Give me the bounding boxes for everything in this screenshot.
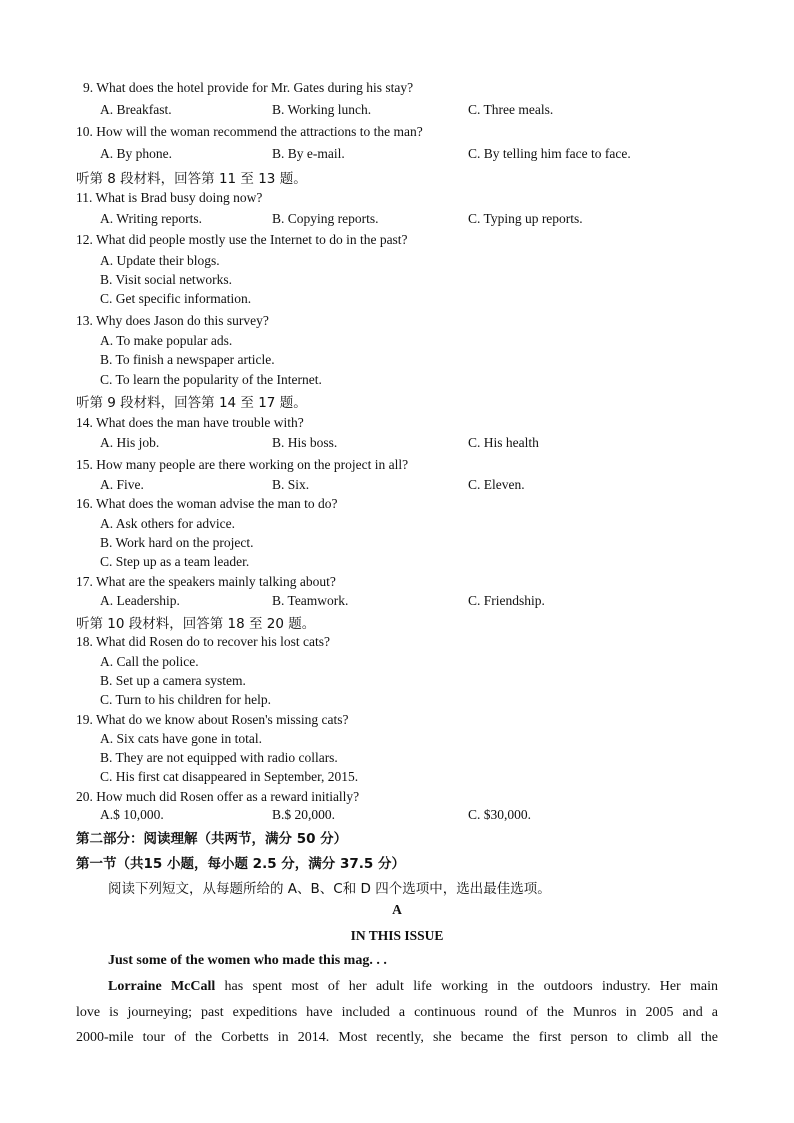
option-18b: B. Set up a camera system. [100, 673, 246, 688]
passage-lead: Just some of the women who made this mag. . . [108, 953, 387, 968]
option-16c: C. Step up as a team leader. [100, 554, 250, 569]
question-10: 10. How will the woman recommend the attractions to the man? [76, 124, 423, 139]
question-14: 14. What does the man have trouble with? [76, 415, 304, 430]
option-16b: B. Work hard on the project. [100, 535, 254, 550]
question-19: 19. What do we know about Rosen's missing cats? [76, 712, 349, 727]
option-16a: A. Ask others for advice. [100, 516, 235, 531]
option-14c: C. His health [468, 435, 539, 450]
section-heading-8: 听第 8 段材料，回答第 11 至 13 题。 [76, 171, 307, 187]
passage-text-1: has spent most of her adult life working in the outdoors industry. Her main [215, 979, 718, 994]
option-15a: A. Five. [100, 477, 144, 492]
question-20: 20. How much did Rosen offer as a reward initially? [76, 789, 360, 804]
person-name: Lorraine McCall [108, 979, 216, 994]
option-20c: C. $30,000. [468, 807, 532, 822]
passage-line-3: 2000-mile tour of the Corbetts in 2014. Most recently, she became the first person to climb all the [76, 1030, 718, 1045]
passage-letter: A [392, 902, 402, 917]
part-two-heading: 第二部分：阅读理解（共两节，满分 50 分） [76, 831, 348, 847]
option-15b: B. Six. [272, 477, 310, 492]
option-14b: B. His boss. [272, 435, 338, 450]
question-11: 11. What is Brad busy doing now? [76, 190, 263, 205]
option-17b: B. Teamwork. [272, 593, 349, 608]
question-13: 13. Why does Jason do this survey? [76, 313, 269, 328]
option-15c: C. Eleven. [468, 477, 525, 492]
option-18a: A. Call the police. [100, 654, 199, 669]
section-one-heading: 第一节（共15 小题，每小题 2.5 分，满分 37.5 分） [76, 856, 406, 872]
question-15: 15. How many people are there working on the project in all? [76, 457, 409, 472]
option-11b: B. Copying reports. [272, 211, 379, 226]
option-11c: C. Typing up reports. [468, 211, 583, 226]
question-12: 12. What did people mostly use the Internet to do in the past? [76, 232, 408, 247]
option-10b: B. By e-mail. [272, 146, 345, 161]
question-18: 18. What did Rosen do to recover his lost cats? [76, 634, 330, 649]
option-17a: A. Leadership. [100, 593, 180, 608]
option-11a: A. Writing reports. [100, 211, 202, 226]
option-10a: A. By phone. [100, 146, 172, 161]
option-18c: C. Turn to his children for help. [100, 692, 271, 707]
option-13c: C. To learn the popularity of the Internet. [100, 372, 322, 387]
option-20a: A.$ 10,000. [100, 807, 164, 822]
option-9a: A. Breakfast. [100, 102, 172, 117]
question-17: 17. What are the speakers mainly talking about? [76, 574, 336, 589]
section-heading-10: 听第 10 段材料，回答第 18 至 20 题。 [76, 616, 316, 632]
option-12c: C. Get specific information. [100, 291, 252, 306]
option-13a: A. To make popular ads. [100, 333, 233, 348]
option-19b: B. They are not equipped with radio collars. [100, 750, 338, 765]
passage-line-2: love is journeying; past expeditions have included a continuous round of the Munros in 2005 and a [76, 1005, 718, 1020]
question-9: 9. What does the hotel provide for Mr. Gates during his stay? [83, 80, 414, 95]
option-9b: B. Working lunch. [272, 102, 372, 117]
option-19a: A. Six cats have gone in total. [100, 731, 262, 746]
option-12b: B. Visit social networks. [100, 272, 233, 287]
option-17c: C. Friendship. [468, 593, 545, 608]
reading-instructions: 阅读下列短文，从每题所给的 A、B、C和 D 四个选项中，选出最佳选项。 [108, 881, 551, 897]
option-19c: C. His first cat disappeared in September, 2015. [100, 769, 359, 784]
option-14a: A. His job. [100, 435, 160, 450]
option-10c: C. By telling him face to face. [468, 146, 631, 161]
section-heading-9: 听第 9 段材料，回答第 14 至 17 题。 [76, 395, 307, 411]
option-13b: B. To finish a newspaper article. [100, 352, 275, 367]
option-9c: C. Three meals. [468, 102, 554, 117]
passage-heading: IN THIS ISSUE [350, 928, 444, 943]
question-16: 16. What does the woman advise the man to do? [76, 496, 338, 511]
option-12a: A. Update their blogs. [100, 253, 220, 268]
option-20b: B.$ 20,000. [272, 807, 336, 822]
passage-line-1 [108, 979, 718, 995]
